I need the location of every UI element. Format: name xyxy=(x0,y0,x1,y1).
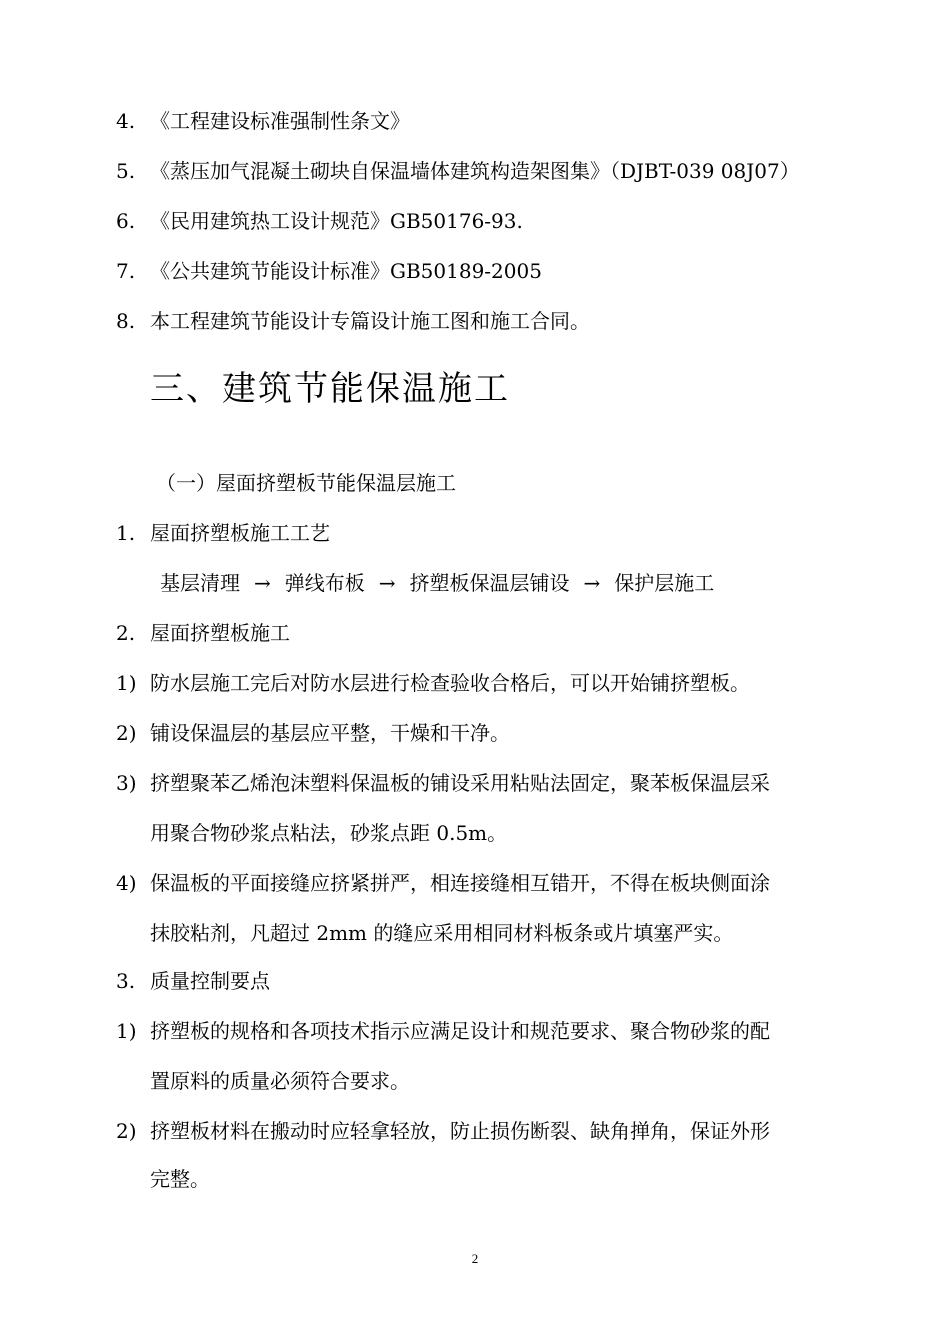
item-title: 质量控制要点 xyxy=(150,969,270,993)
point-text: 挤塑聚苯乙烯泡沫塑料保温板的铺设采用粘贴法固定，聚苯板保温层采 xyxy=(150,771,770,795)
flow-step: 基层清理 xyxy=(160,571,240,595)
flow-step: 保护层施工 xyxy=(614,571,715,595)
point-number: 2) xyxy=(116,721,137,745)
point-text: 置原料的质量必须符合要求。 xyxy=(150,1069,410,1093)
reference-number: 8. xyxy=(116,309,136,333)
arrow-right-icon: → xyxy=(378,571,396,595)
item-number: 2. xyxy=(116,621,136,645)
point-text: 挤塑板的规格和各项技术指示应满足设计和规范要求、聚合物砂浆的配 xyxy=(150,1019,770,1043)
point-text: 完整。 xyxy=(150,1167,210,1191)
reference-number: 4. xyxy=(116,109,136,133)
item-title: 屋面挤塑板施工 xyxy=(150,621,290,645)
subsection-title: （一）屋面挤塑板节能保温层施工 xyxy=(156,471,456,495)
point-text: 铺设保温层的基层应平整，干燥和干净。 xyxy=(150,721,510,745)
arrow-right-icon: → xyxy=(583,571,601,595)
reference-text: 《民用建筑热工设计规范》GB50176-93. xyxy=(150,209,523,233)
point-number: 3) xyxy=(116,771,137,795)
point-number: 2) xyxy=(116,1119,137,1143)
reference-number: 6. xyxy=(116,209,136,233)
point-text: 挤塑板材料在搬动时应轻拿轻放，防止损伤断裂、缺角掸角，保证外形 xyxy=(150,1119,770,1143)
point-number: 4) xyxy=(116,871,137,895)
point-number: 1) xyxy=(116,1019,137,1043)
item-number: 3. xyxy=(116,969,136,993)
page-number: 2 xyxy=(471,1251,479,1266)
reference-text: 《蒸压加气混凝土砌块自保温墙体建筑构造架图集》（DJBT-039 08J07） xyxy=(150,159,800,183)
item-title: 屋面挤塑板施工工艺 xyxy=(150,521,330,545)
flow-step: 弹线布板 xyxy=(284,571,365,595)
reference-number: 5. xyxy=(116,159,136,183)
point-text: 保温板的平面接缝应挤紧拼严，相连接缝相互错开，不得在板块侧面涂 xyxy=(150,871,770,895)
reference-text: 本工程建筑节能设计专篇设计施工图和施工合同。 xyxy=(150,309,590,333)
point-text: 防水层施工完后对防水层进行检查验收合格后，可以开始铺挤塑板。 xyxy=(150,671,750,695)
reference-number: 7. xyxy=(116,259,136,283)
arrow-right-icon: → xyxy=(254,571,271,595)
process-flow xyxy=(160,569,714,597)
point-text: 用聚合物砂浆点粘法，砂浆点距 0.5m。 xyxy=(150,821,508,845)
point-text: 抹胶粘剂，凡超过 2mm 的缝应采用相同材料板条或片填塞严实。 xyxy=(150,921,734,945)
section-title: 三、建筑节能保温施工 xyxy=(150,369,510,409)
reference-text: 《工程建设标准强制性条文》 xyxy=(150,109,410,133)
flow-step: 挤塑板保温层铺设 xyxy=(409,571,570,595)
item-number: 1. xyxy=(116,521,136,545)
point-number: 1) xyxy=(116,671,137,695)
reference-text: 《公共建筑节能设计标准》GB50189-2005 xyxy=(150,259,542,283)
